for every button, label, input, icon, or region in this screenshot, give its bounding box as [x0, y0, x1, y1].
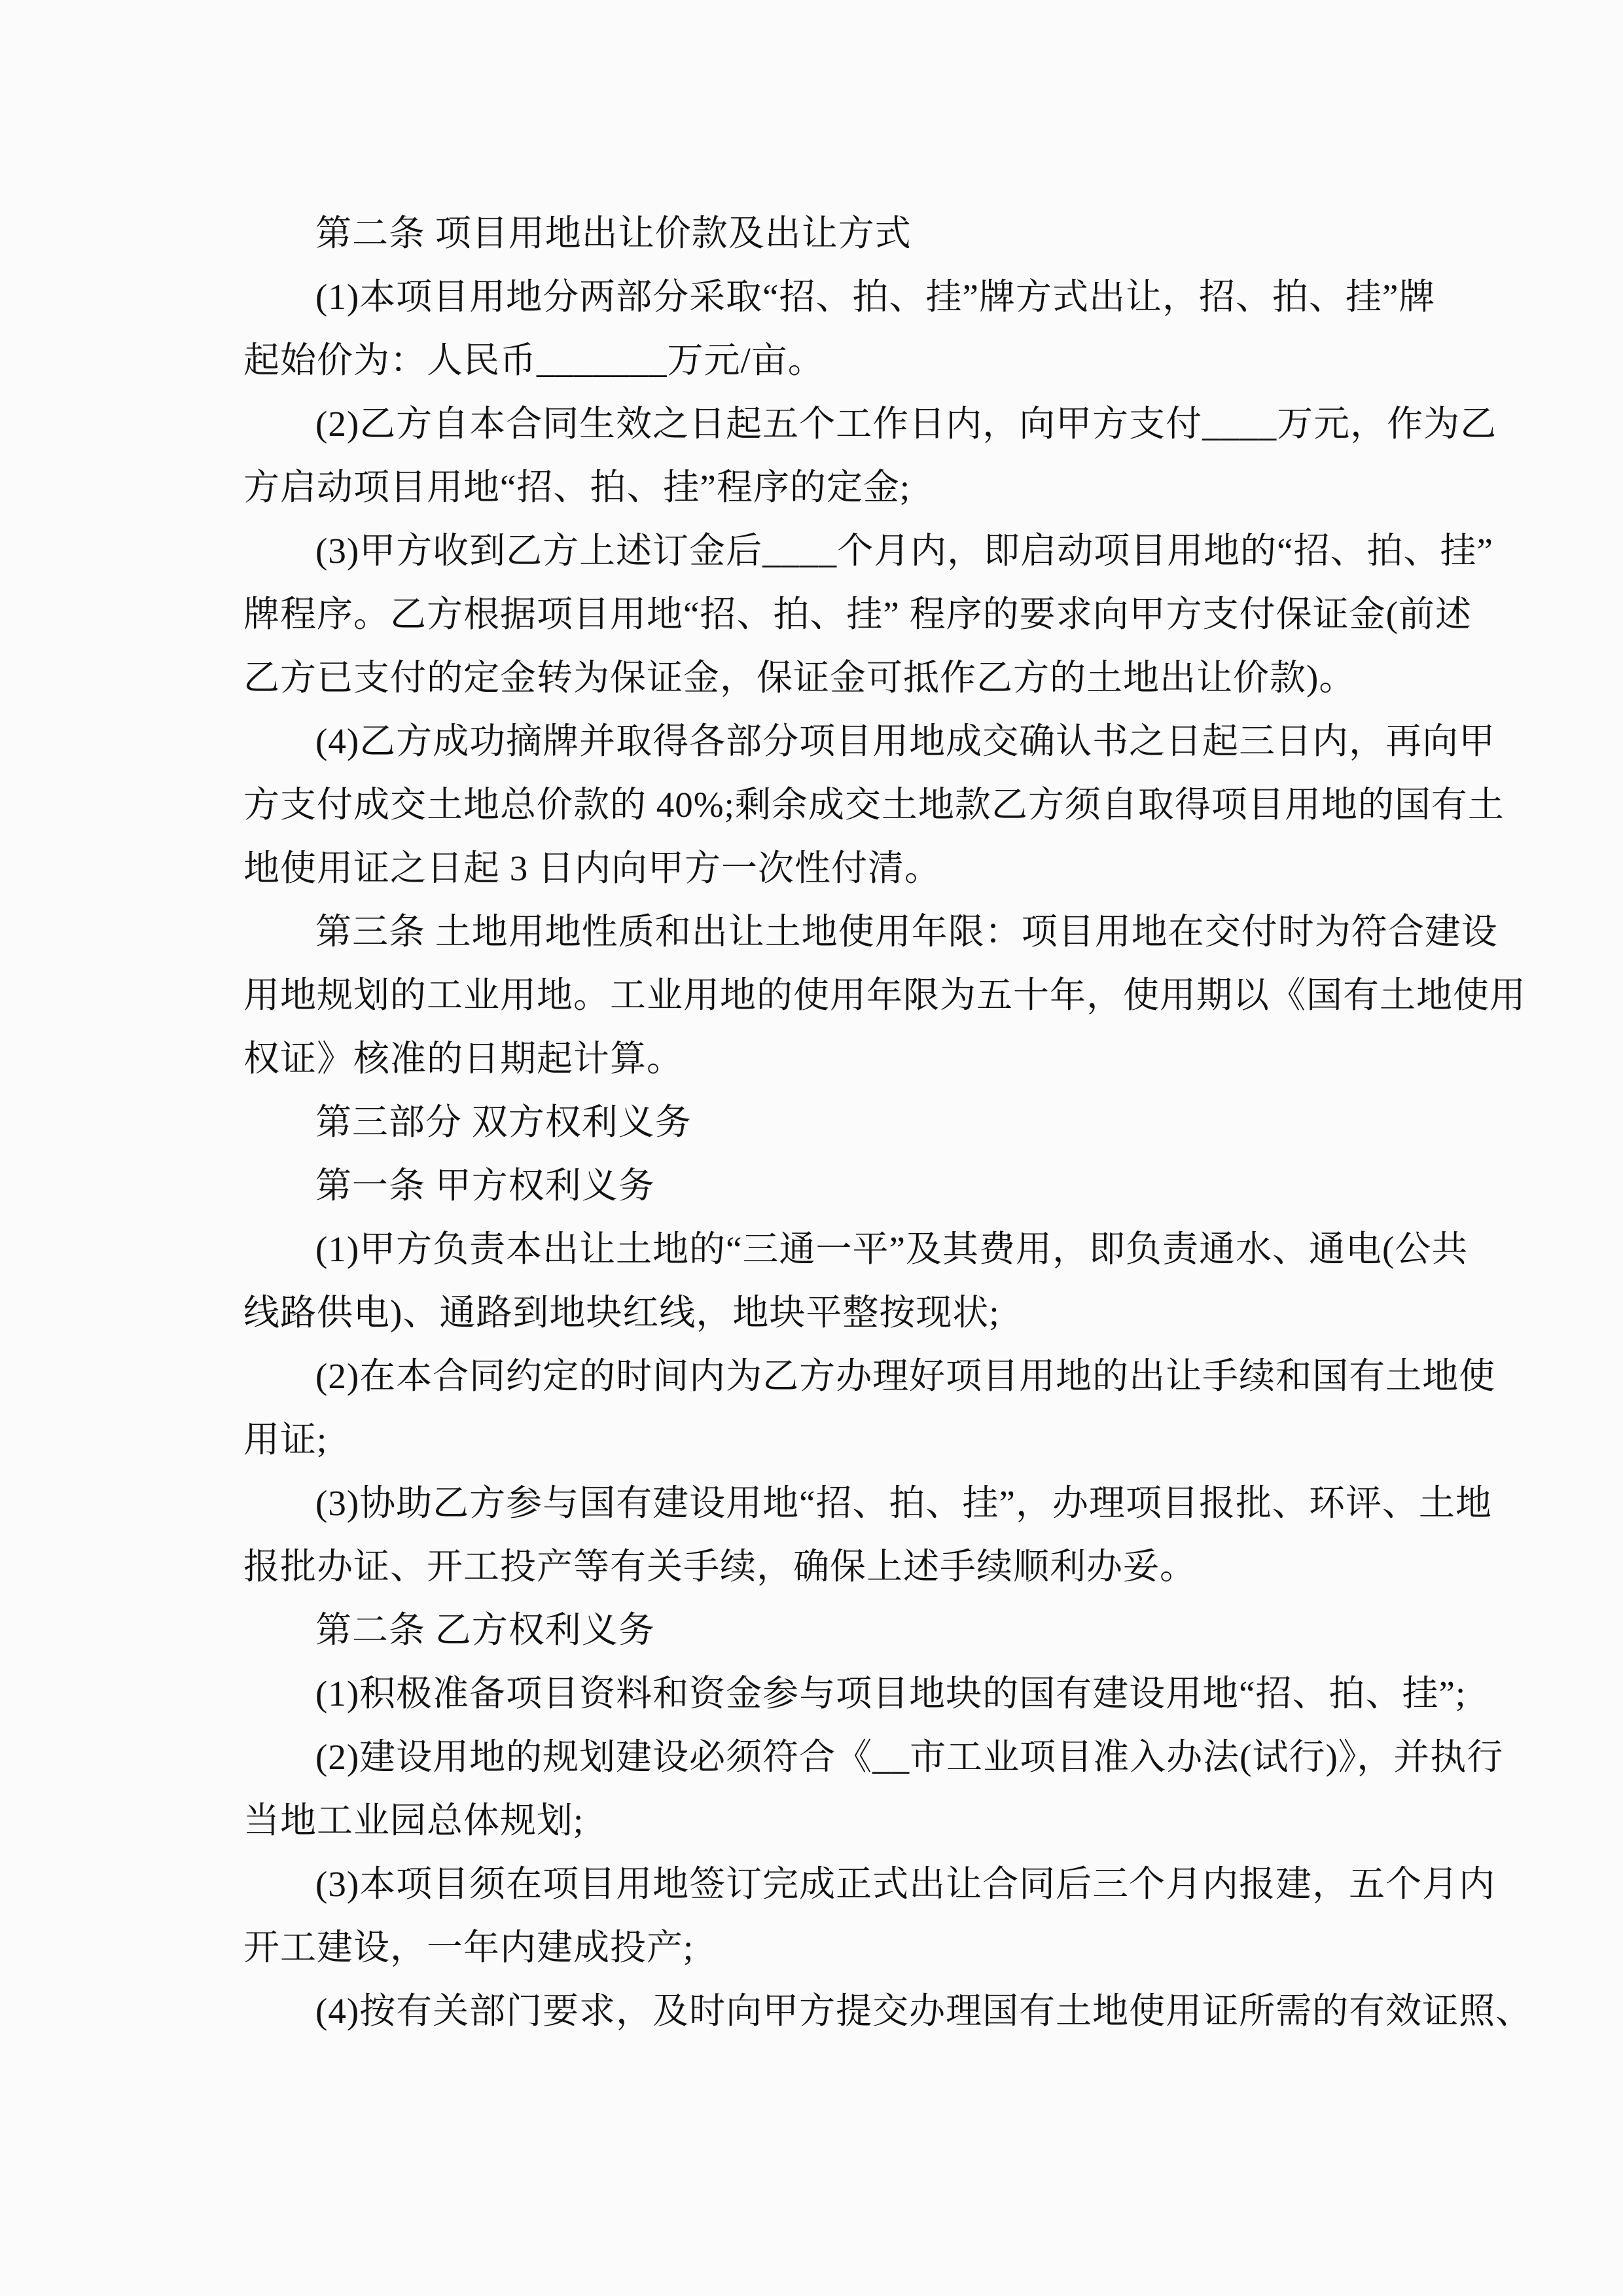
text-line: 地使用证之日起 3 日内向甲方一次性付清。: [243, 848, 942, 888]
text-line: 起始价为：人民币_______万元/亩。: [243, 340, 825, 380]
text-line: 第一条 甲方权利义务: [315, 1166, 655, 1206]
document-text-body: [243, 202, 1533, 2043]
text-line: (1)本项目用地分两部分采取“招、拍、挂”牌方式出让，招、拍、挂”牌: [315, 277, 1436, 317]
text-line: 牌程序。乙方根据项目用地“招、拍、挂” 程序的要求向甲方支付保证金(前述: [243, 594, 1472, 634]
text-line: 线路供电)、通路到地块红线，地块平整按现状;: [243, 1293, 1000, 1333]
text-line: (3)协助乙方参与国有建设用地“招、拍、挂”，办理项目报批、环评、土地: [315, 1483, 1492, 1523]
text-line: 方支付成交土地总价款的 40%;剩余成交土地款乙方须自取得项目用地的国有土: [243, 785, 1505, 825]
text-line: 当地工业园总体规划;: [243, 1801, 584, 1840]
text-line: (3)本项目须在项目用地签订完成正式出让合同后三个月内报建，五个月内: [315, 1864, 1496, 1904]
text-line: 开工建设，一年内建成投产;: [243, 1928, 694, 1967]
text-line: 乙方已支付的定金转为保证金，保证金可抵作乙方的土地出让价款)。: [243, 658, 1356, 698]
text-line: (4)按有关部门要求，及时向甲方提交办理国有土地使用证所需的有效证照、: [315, 1991, 1533, 2031]
text-line: (2)乙方自本合同生效之日起五个工作日内，向甲方支付____万元，作为乙: [315, 404, 1497, 444]
text-line: (1)甲方负责本出让土地的“三通一平”及其费用，即负责通水、通电(公共: [315, 1229, 1469, 1269]
text-line: 第三条 土地用地性质和出让土地使用年限：项目用地在交付时为符合建设: [315, 912, 1498, 952]
text-line: (2)在本合同约定的时间内为乙方办理好项目用地的出让手续和国有土地使: [315, 1356, 1496, 1396]
text-line: 权证》核准的日期起计算。: [243, 1039, 684, 1079]
text-line: 第二条 项目用地出让价款及出让方式: [315, 213, 912, 253]
text-line: 用证;: [243, 1420, 328, 1460]
text-line: (4)乙方成功摘牌并取得各部分项目用地成交确认书之日起三日内，再向甲: [315, 721, 1496, 761]
text-line: 第三部分 双方权利义务: [315, 1102, 692, 1142]
text-line: 方启动项目用地“招、拍、挂”程序的定金;: [243, 467, 911, 507]
text-line: 用地规划的工业用地。工业用地的使用年限为五十年，使用期以《国有土地使用: [243, 975, 1527, 1015]
text-line: (2)建设用地的规划建设必须符合《__市工业项目准入办法(试行)》，并执行: [315, 1737, 1504, 1777]
text-line: 报批办证、开工投产等有关手续，确保上述手续顺利办妥。: [243, 1547, 1197, 1587]
text-line: 第二条 乙方权利义务: [315, 1610, 655, 1650]
text-line: (1)积极准备项目资料和资金参与项目地块的国有建设用地“招、拍、挂”;: [315, 1674, 1467, 1713]
text-line: (3)甲方收到乙方上述订金后____个月内，即启动项目用地的“招、拍、挂”: [315, 531, 1493, 571]
